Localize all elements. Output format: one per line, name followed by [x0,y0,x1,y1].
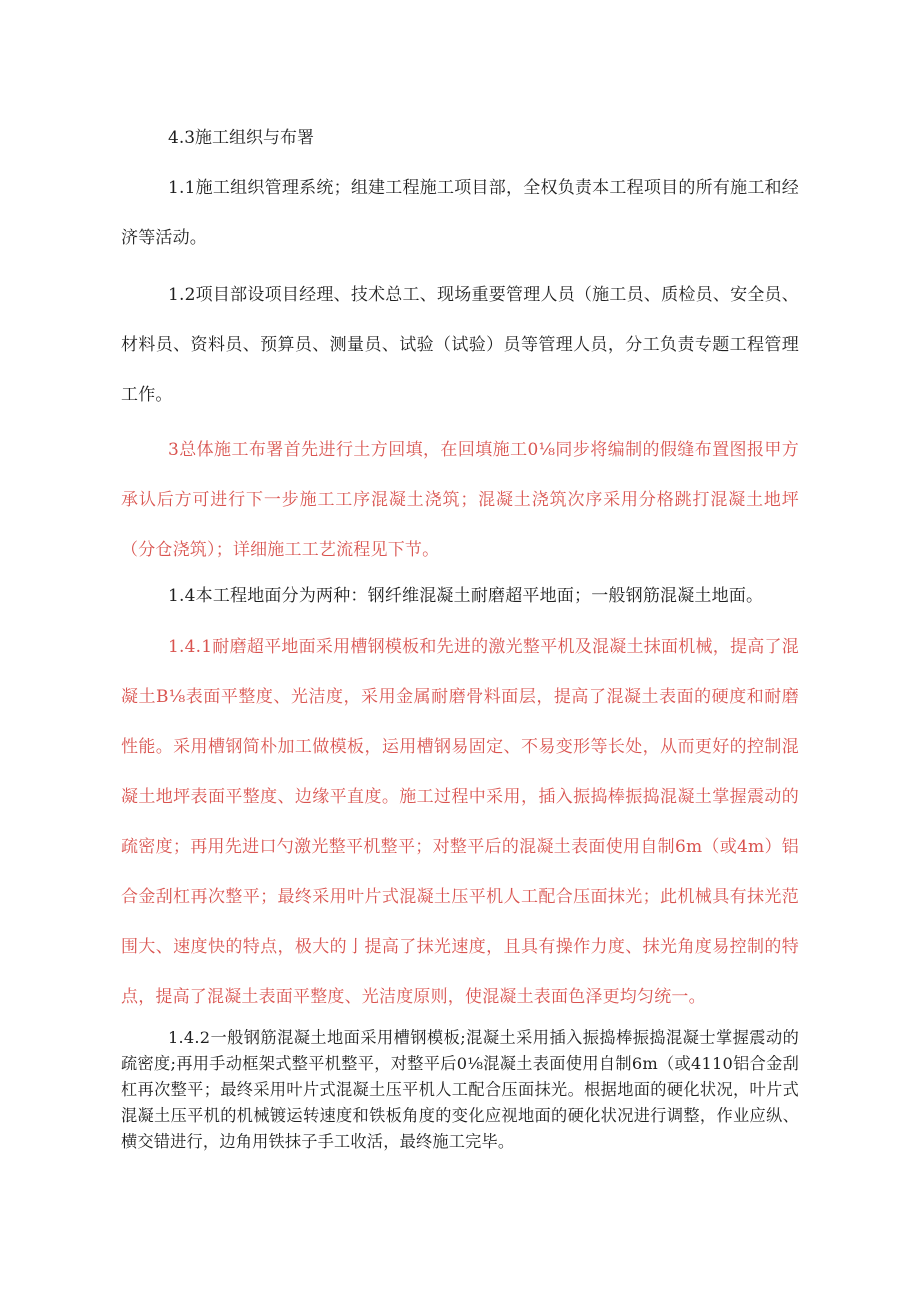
paragraph-1-4-1: 1.4.1耐磨超平地面采用槽钢模板和先进的激光整平机及混凝土抹面机械，提高了混凝土B⅛表面平整度、光洁度，采用金属耐磨骨料面层，提高了混凝土表面的硬度和耐磨性能。采用槽钢简朴加工做模板，运用槽钢易固定、不易变形等长处，从而更好的控制混凝土地坪表面平整度、边缘平直度。施工过程中采用，插入振捣棒振捣混凝土掌握震动的疏密度；再用先进口勺激光整平机整平；对整平后的混凝土表面使用自制6m（或4m）铝合金刮杠再次整平；最终采用叶片式混凝土压平机人工配合压面抹光；此机械具有抹光范围大、速度快的特点，极大的亅提高了抹光速度，且具有操作力度、抹光角度易控制的特点，提高了混凝土表面平整度、光洁度原则，使混凝土表面色泽更均匀统一。 [121,637,799,1007]
section-heading: 4.3施工组织与布署 [168,128,315,148]
paragraph-1-4: 1.4本工程地面分为两种：钢纤维混凝土耐磨超平地面；一般钢筋混凝土地面。 [168,586,764,606]
paragraph-1-1: 1.1施工组织管理系统；组建工程施工项目部，全权负责本工程项目的所有施工和经济等活动。 [121,178,799,248]
paragraph-1-4-2: 1.4.2一般钢筋混凝土地面采用槽钢模板;混凝土采用插入振捣棒振捣混凝士掌握震动的疏密度;再用手动框架式整平机整平，对整平后0⅛混凝土表面使用自制6m（或4110铝合金刮杠再次整平；最终采用叶片式混凝土压平机人工配合压面抹光。根据地面的硬化状况，叶片式混凝土压平机的机械镀运转速度和铁板角度的变化应视地面的硬化状况进行调整，作业应纵、横交错进行，边角用铁抹子手工收活，最终施工完毕。 [121,1028,799,1151]
paragraph-3: 3总体施工布署首先进行土方回填，在回填施工0⅛同步将编制的假缝布置图报甲方承认后方可进行下一步施工工序混凝土浇筑；混凝土浇筑次序采用分格跳打混凝土地坪（分仓浇筑）；详细施工工艺流程见下节。 [121,440,799,560]
paragraph-1-2: 1.2项目部设项目经理、技术总工、现场重要管理人员（施工员、质检员、安全员、材料员、资料员、预算员、测量员、试验（试验）员等管理人员，分工负责专题工程管理工作。 [121,285,799,405]
